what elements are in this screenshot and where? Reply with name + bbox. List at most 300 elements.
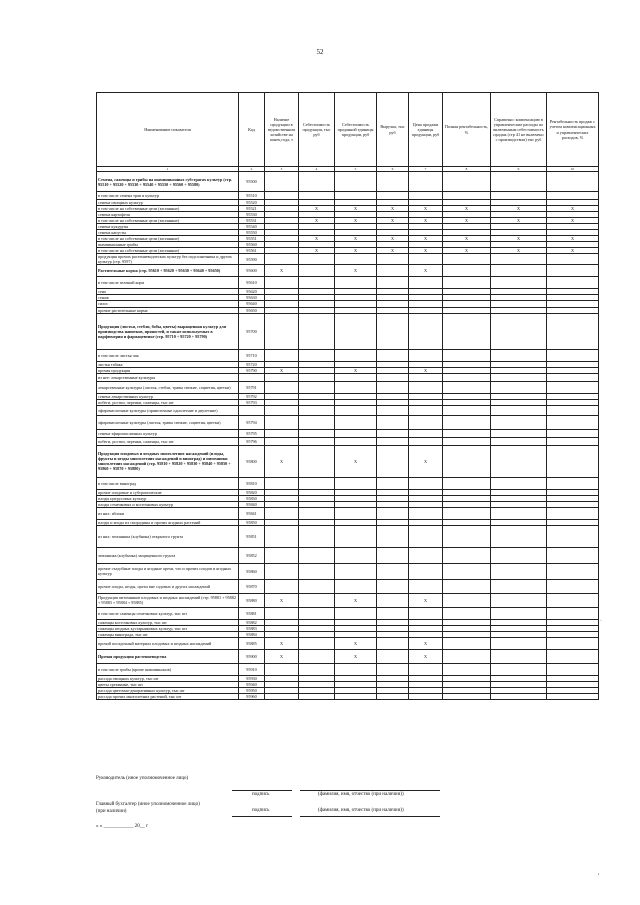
cross-mark: X	[377, 206, 409, 212]
empty-cell	[265, 547, 299, 563]
cross-mark: X	[443, 248, 491, 254]
row-code: 95841	[239, 507, 265, 519]
row-code: 95500	[239, 172, 265, 192]
empty-cell	[377, 373, 409, 381]
empty-cell	[443, 381, 491, 393]
cross-mark: X	[335, 206, 377, 212]
cross-mark: X	[409, 593, 443, 607]
cross-mark: X	[335, 248, 377, 254]
row-label: земляника (клубника) защищенного грунта	[97, 547, 239, 563]
empty-cell	[491, 437, 547, 445]
empty-cell	[265, 349, 299, 361]
empty-cell	[547, 429, 599, 437]
table-row	[97, 373, 599, 381]
empty-cell	[377, 313, 409, 349]
table-row	[97, 507, 599, 519]
empty-cell	[299, 172, 335, 192]
row-code: 95530	[239, 212, 265, 218]
empty-cell	[299, 192, 335, 200]
cross-mark: X	[265, 445, 299, 477]
empty-cell	[491, 265, 547, 277]
empty-cell	[377, 637, 409, 649]
empty-cell	[335, 563, 377, 579]
row-code: 95620	[239, 289, 265, 295]
row-code: 95883	[239, 625, 265, 631]
empty-cell	[443, 254, 491, 265]
empty-cell	[335, 405, 377, 415]
empty-cell	[265, 313, 299, 349]
row-code: 95650	[239, 307, 265, 313]
row-code: 95830	[239, 495, 265, 501]
row-code: 95630	[239, 295, 265, 301]
empty-cell	[377, 663, 409, 675]
empty-cell	[335, 349, 377, 361]
row-label: в том числе на собственные цели (засеянные)	[97, 218, 239, 224]
empty-cell	[443, 693, 491, 699]
name-line-2	[300, 816, 440, 817]
row-label: Семена, саженцы и грибы на шампиньонных субстратах культур (стр. 95510 + 95520 + 95530 + 95540 + 95550 + 95560 + 95580)	[97, 172, 239, 192]
row-code: 95792	[239, 393, 265, 399]
row-code: 95790	[239, 367, 265, 373]
cross-mark: X	[335, 649, 377, 663]
empty-cell	[547, 477, 599, 489]
empty-cell	[377, 607, 409, 619]
empty-cell	[377, 349, 409, 361]
row-code	[239, 373, 265, 381]
row-code: 95881	[239, 607, 265, 619]
empty-cell	[443, 437, 491, 445]
empty-cell	[443, 525, 491, 547]
row-label: прочие растительные корма	[97, 307, 239, 313]
row-label: саженцы винограда, тыс шт	[97, 631, 239, 637]
row-label: рассада цветочно-декоративных культур, тыс шт	[97, 687, 239, 693]
empty-cell	[547, 349, 599, 361]
column-header: Цена продажи единицы продукции, руб	[409, 93, 443, 167]
table-row	[97, 593, 599, 607]
cross-mark: X	[491, 248, 547, 254]
empty-cell	[491, 277, 547, 289]
empty-cell	[265, 429, 299, 437]
row-label: лекарственные культуры (листья, стебли, травы свежие, соцветия, цветки)	[97, 381, 239, 393]
row-code: 95852	[239, 547, 265, 563]
table-row	[97, 693, 599, 699]
empty-cell	[409, 381, 443, 393]
row-label: в том числе на собственные цели (засеянные)	[97, 206, 239, 212]
row-code: 95884	[239, 631, 265, 637]
cross-mark: X	[409, 218, 443, 224]
empty-cell	[299, 607, 335, 619]
row-label: продукция прочих растениеводческих культур без подсолнечника и других культур (стр. 9597)	[97, 254, 239, 265]
empty-cell	[299, 313, 335, 349]
table-row	[97, 663, 599, 675]
table-row	[97, 313, 599, 349]
empty-cell	[299, 477, 335, 489]
cross-mark: X	[443, 218, 491, 224]
table-row	[97, 265, 599, 277]
empty-cell	[409, 415, 443, 429]
row-label: в том числе семена трав и культур	[97, 192, 239, 200]
empty-cell	[265, 373, 299, 381]
row-code: 95880	[239, 593, 265, 607]
header-row	[97, 93, 599, 167]
empty-cell	[377, 593, 409, 607]
empty-cell	[409, 254, 443, 265]
row-code: 95885	[239, 637, 265, 649]
empty-cell	[299, 254, 335, 265]
row-code	[239, 405, 265, 415]
empty-cell	[377, 172, 409, 192]
cross-mark: X	[377, 218, 409, 224]
empty-cell	[409, 192, 443, 200]
column-number: 7	[409, 167, 443, 172]
empty-cell	[377, 265, 409, 277]
empty-cell	[491, 192, 547, 200]
table-row	[97, 172, 599, 192]
empty-cell	[547, 525, 599, 547]
empty-cell	[299, 265, 335, 277]
empty-cell	[409, 663, 443, 675]
row-code: 95851	[239, 525, 265, 547]
empty-cell	[299, 579, 335, 593]
fio-caption: (фамилия, имя, отчество (при наличии))	[318, 792, 404, 797]
empty-cell	[547, 507, 599, 519]
cross-mark: X	[265, 367, 299, 373]
empty-cell	[377, 429, 409, 437]
empty-cell	[491, 547, 547, 563]
empty-cell	[335, 415, 377, 429]
empty-cell	[265, 381, 299, 393]
row-label: прочие съедобные плоды и ягодные орехи, что и прочих плодов и ягодных культур	[97, 563, 239, 579]
empty-cell	[335, 437, 377, 445]
empty-cell	[335, 525, 377, 547]
row-label: листья табака	[97, 361, 239, 367]
empty-cell	[443, 547, 491, 563]
margin-tick: ,	[598, 870, 600, 876]
data-table	[96, 92, 599, 700]
empty-cell	[547, 381, 599, 393]
empty-cell	[491, 415, 547, 429]
table-row	[97, 525, 599, 547]
cross-mark: X	[335, 218, 377, 224]
empty-cell	[443, 277, 491, 289]
row-label: семена кукурузы	[97, 224, 239, 230]
empty-cell	[377, 649, 409, 663]
empty-cell	[335, 192, 377, 200]
empty-cell	[443, 373, 491, 381]
row-code: 95882	[239, 619, 265, 625]
empty-cell	[547, 373, 599, 381]
row-code: 95561	[239, 248, 265, 254]
row-code: 95640	[239, 301, 265, 307]
empty-cell	[491, 313, 547, 349]
empty-cell	[409, 547, 443, 563]
empty-cell	[265, 607, 299, 619]
row-label: прочий посадочный материал плодовых и ягодных насаждений	[97, 637, 239, 649]
empty-cell	[335, 373, 377, 381]
empty-cell	[335, 663, 377, 675]
row-label: саженцы ягодных кустарниковых культур, тыс шт	[97, 625, 239, 631]
row-label: эфиромасличные культуры (листья, травы свежие, соцветия, цветки)	[97, 415, 239, 429]
row-label: в том числе на собственные цели (засеянные)	[97, 236, 239, 242]
empty-cell	[547, 277, 599, 289]
row-code: 95700	[239, 313, 265, 349]
empty-cell	[299, 429, 335, 437]
row-label: Продукция (листья, стебли, бобы, цветы) выращенная культур для производства напитков, пряностей, и также используемых в парфюмерии и фармацевтике (стр. 95710 + 95720 + 95790)	[97, 313, 239, 349]
table-row	[97, 563, 599, 579]
empty-cell	[491, 405, 547, 415]
empty-cell	[491, 445, 547, 477]
column-number: 10	[547, 167, 599, 172]
cross-mark: X	[335, 637, 377, 649]
row-code: 95940	[239, 681, 265, 687]
empty-cell	[265, 579, 299, 593]
empty-cell	[547, 663, 599, 675]
empty-cell	[443, 477, 491, 489]
table-row	[97, 381, 599, 393]
cross-mark: X	[491, 206, 547, 212]
cross-mark: X	[547, 206, 599, 212]
row-code: 95930	[239, 675, 265, 681]
empty-cell	[547, 192, 599, 200]
column-header: Себестоимость проданной единицы продукции, руб	[335, 93, 377, 167]
empty-cell	[335, 607, 377, 619]
empty-cell	[335, 579, 377, 593]
empty-cell	[335, 172, 377, 192]
empty-cell	[377, 405, 409, 415]
row-label: эфиромасличные культуры (прямоточные однолетние и двулетние)	[97, 405, 239, 415]
empty-cell	[409, 313, 443, 349]
empty-cell	[265, 192, 299, 200]
table-row	[97, 349, 599, 361]
row-code: 95810	[239, 477, 265, 489]
row-label: сено	[97, 289, 239, 295]
empty-cell	[443, 579, 491, 593]
empty-cell	[265, 172, 299, 192]
row-label: рассада прочих многолетних растений, тыс шт	[97, 693, 239, 699]
column-number: 2	[239, 167, 265, 172]
row-label: саженцы косточковых культур, тыс шт	[97, 619, 239, 625]
empty-cell	[409, 429, 443, 437]
column-number: 3	[265, 167, 299, 172]
empty-cell	[491, 507, 547, 519]
cross-mark: X	[299, 206, 335, 212]
row-code: 95840	[239, 501, 265, 507]
row-label: в том числе грибы (кроме шампиньонов)	[97, 663, 239, 675]
empty-cell	[491, 607, 547, 619]
row-label: Продукция питомников плодовых и ягодных насаждений (стр. 95881 + 95882 + 95883 + 95884 + 95885)	[97, 593, 239, 607]
empty-cell	[443, 192, 491, 200]
row-label: семена капусты	[97, 230, 239, 236]
head-label: Руководитель (иное уполномоченное лицо)	[96, 776, 189, 781]
empty-cell	[491, 649, 547, 663]
table-row	[97, 415, 599, 429]
empty-cell	[377, 693, 409, 699]
empty-cell	[547, 313, 599, 349]
row-code: 95850	[239, 519, 265, 525]
empty-cell	[547, 607, 599, 619]
row-code: 95910	[239, 663, 265, 675]
cross-mark: X	[335, 445, 377, 477]
empty-cell	[409, 373, 443, 381]
empty-cell	[377, 254, 409, 265]
row-code: 95710	[239, 349, 265, 361]
empty-cell	[299, 649, 335, 663]
empty-cell	[409, 525, 443, 547]
table-row	[97, 607, 599, 619]
empty-cell	[335, 313, 377, 349]
empty-cell	[335, 381, 377, 393]
empty-cell	[491, 381, 547, 393]
row-code: 95960	[239, 693, 265, 699]
cross-mark: X	[335, 236, 377, 242]
row-code: 95796	[239, 437, 265, 445]
cross-mark: X	[491, 218, 547, 224]
empty-cell	[443, 405, 491, 415]
empty-cell	[547, 172, 599, 192]
empty-cell	[443, 593, 491, 607]
empty-cell	[547, 437, 599, 445]
empty-cell	[265, 563, 299, 579]
cross-mark: X	[443, 206, 491, 212]
row-code: 95531	[239, 218, 265, 224]
row-code: 95610	[239, 277, 265, 289]
empty-cell	[335, 277, 377, 289]
empty-cell	[335, 254, 377, 265]
row-label: прочие плоды, ягоды, орехи вне садовых и других насаждений	[97, 579, 239, 593]
empty-cell	[409, 507, 443, 519]
empty-cell	[443, 415, 491, 429]
column-number: 8	[443, 167, 491, 172]
row-code: 95520	[239, 200, 265, 206]
empty-cell	[299, 381, 335, 393]
empty-cell	[265, 525, 299, 547]
cross-mark: X	[547, 248, 599, 254]
empty-cell	[443, 563, 491, 579]
column-number: 1	[97, 167, 239, 172]
row-label: семена эфиромасличных культур	[97, 429, 239, 437]
empty-cell	[547, 563, 599, 579]
cross-mark: X	[265, 593, 299, 607]
empty-cell	[377, 192, 409, 200]
empty-cell	[377, 445, 409, 477]
empty-cell	[409, 349, 443, 361]
empty-cell	[299, 547, 335, 563]
table-row	[97, 477, 599, 489]
empty-cell	[299, 593, 335, 607]
empty-cell	[299, 277, 335, 289]
empty-cell	[491, 593, 547, 607]
empty-cell	[491, 254, 547, 265]
row-code: 95560	[239, 242, 265, 248]
row-code: 95791	[239, 381, 265, 393]
row-code: 95860	[239, 563, 265, 579]
empty-cell	[265, 405, 299, 415]
cross-mark: X	[547, 236, 599, 242]
empty-cell	[299, 405, 335, 415]
row-code: 95950	[239, 687, 265, 693]
accountant-label: Главный бухгалтер (иное уполномоченное лицо)	[96, 802, 200, 807]
row-label: силос	[97, 301, 239, 307]
row-label: из них: яблоки	[97, 507, 239, 519]
empty-cell	[443, 349, 491, 361]
empty-cell	[299, 445, 335, 477]
signature-caption: подпись	[252, 792, 270, 797]
row-code: 95800	[239, 445, 265, 477]
cross-mark: X	[299, 248, 335, 254]
empty-cell	[265, 663, 299, 675]
cross-mark: X	[409, 649, 443, 663]
empty-cell	[377, 563, 409, 579]
empty-cell	[547, 445, 599, 477]
row-label: сенаж	[97, 295, 239, 301]
empty-cell	[335, 507, 377, 519]
name-line	[300, 790, 440, 791]
row-label: в том числе на собственные цели (засеянные)	[97, 248, 239, 254]
signature-line-2	[232, 816, 292, 817]
signature-line	[232, 790, 292, 791]
cross-mark: X	[335, 367, 377, 373]
empty-cell	[547, 405, 599, 415]
empty-cell	[299, 349, 335, 361]
empty-cell	[377, 579, 409, 593]
empty-cell	[491, 349, 547, 361]
empty-cell	[443, 445, 491, 477]
empty-cell	[443, 607, 491, 619]
row-code: 95793	[239, 399, 265, 405]
empty-cell	[491, 429, 547, 437]
row-label: прочие плодовые и субтропические	[97, 489, 239, 495]
cross-mark: X	[409, 265, 443, 277]
row-label: плоды и ягоды из смородины и прочих ягодных растений	[97, 519, 239, 525]
empty-cell	[443, 649, 491, 663]
empty-cell	[265, 507, 299, 519]
empty-cell	[265, 693, 299, 699]
row-label: семена лекарственных культур	[97, 393, 239, 399]
empty-cell	[409, 693, 443, 699]
column-header: Выручка, тыс руб	[377, 93, 409, 167]
empty-cell	[299, 663, 335, 675]
row-label: плоды семечковых и косточковых культур	[97, 501, 239, 507]
empty-cell	[377, 507, 409, 519]
row-code: 95870	[239, 579, 265, 593]
empty-cell	[547, 579, 599, 593]
empty-cell	[443, 313, 491, 349]
empty-cell	[299, 693, 335, 699]
row-code: 95600	[239, 265, 265, 277]
empty-cell	[409, 607, 443, 619]
cross-mark: X	[409, 637, 443, 649]
empty-cell	[377, 547, 409, 563]
empty-cell	[299, 437, 335, 445]
column-header: Справочно: компенсацию в управленческие расходы по включенным себестоимость продаж (стр 41 не включено с производством) тыс руб	[491, 93, 547, 167]
row-label: в том числе саженцы семечковых культур, тыс шт	[97, 607, 239, 619]
empty-cell	[265, 254, 299, 265]
table-row	[97, 445, 599, 477]
row-label: в том числе листья чая	[97, 349, 239, 361]
column-number: 9	[491, 167, 547, 172]
row-code: 95550	[239, 230, 265, 236]
row-label: из них: земляника (клубника) открытого грунта	[97, 525, 239, 547]
empty-cell	[299, 637, 335, 649]
row-code: 95540	[239, 224, 265, 230]
empty-cell	[377, 415, 409, 429]
row-code: 95590	[239, 254, 265, 265]
empty-cell	[491, 525, 547, 547]
empty-cell	[491, 477, 547, 489]
empty-cell	[335, 693, 377, 699]
cross-mark: X	[409, 367, 443, 373]
empty-cell	[377, 525, 409, 547]
